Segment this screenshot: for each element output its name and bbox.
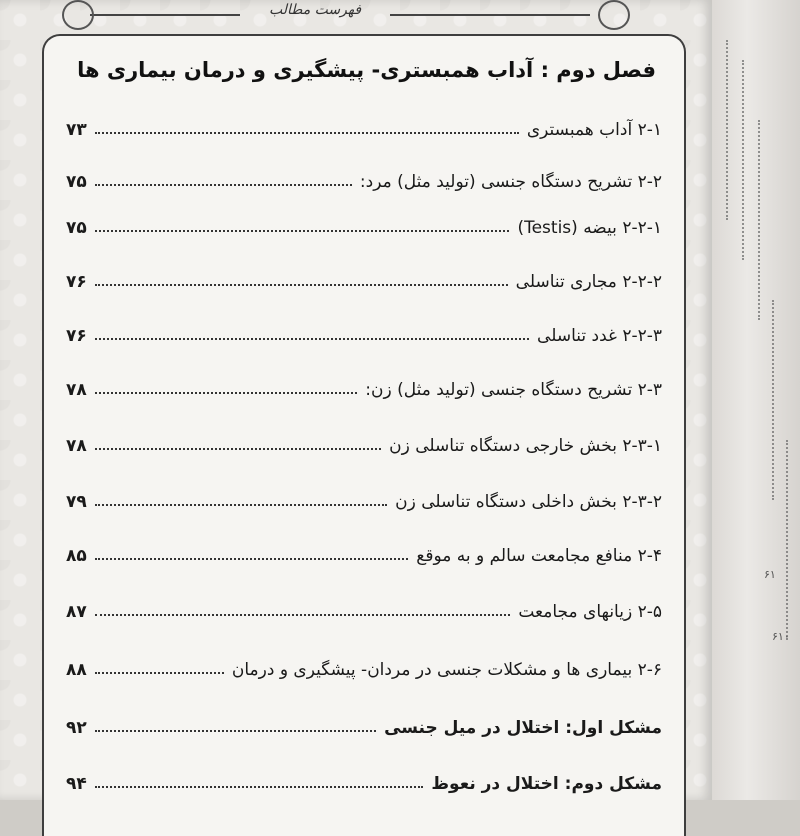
toc-entry-title: ۲-۳-۲ بخش داخلی دستگاه تناسلی زن — [395, 492, 662, 512]
toc-entry-title: مشکل اول: اختلال در میل جنسی — [384, 718, 662, 738]
toc-entry-title: ۲-۲-۱ بیضه (Testis) — [517, 218, 662, 238]
dotted-line — [742, 60, 744, 260]
page-header-title: فهرست مطالب — [268, 2, 362, 18]
toc-entry-page: ۷۸ — [66, 436, 87, 456]
dot-leader — [95, 132, 519, 134]
toc-entry-title: ۲-۲-۳ غدد تناسلی — [537, 326, 662, 346]
toc-entry[interactable] — [66, 536, 662, 566]
toc-entry-title: مشکل دوم: اختلال در نعوظ — [431, 774, 662, 794]
toc-entry-page: ۷۵ — [66, 218, 87, 238]
dot-leader — [95, 392, 357, 394]
toc-entry[interactable] — [66, 708, 662, 738]
dotted-line — [726, 40, 728, 220]
toc-entry-page: ۷۹ — [66, 492, 87, 512]
toc-entry[interactable] — [66, 592, 662, 622]
dotted-line — [758, 120, 760, 320]
toc-entry-page: ۸۷ — [66, 602, 87, 622]
toc-entry[interactable] — [66, 426, 662, 456]
dotted-line — [772, 300, 774, 500]
toc-entry-title: ۲-۵ زیانهای مجامعت — [518, 602, 662, 622]
toc-entry-page: ۹۲ — [66, 718, 87, 738]
toc-entry-title: ۲-۱ آداب همبستری — [526, 120, 662, 140]
toc-frame — [42, 34, 686, 836]
toc-entry-title: ۲-۳ تشریح دستگاه جنسی (تولید مثل) زن: — [365, 380, 662, 400]
dot-leader — [95, 448, 381, 450]
dotted-line — [786, 440, 788, 640]
toc-entry-page: ۷۶ — [66, 326, 87, 346]
chapter-title: فصل دوم : آداب همبستری- پیشگیری و درمان بیماری ها — [77, 58, 656, 82]
header-rule-right — [390, 14, 590, 16]
toc-entry-title: ۲-۳-۱ بخش خارجی دستگاه تناسلی زن — [389, 436, 662, 456]
dot-leader — [95, 730, 376, 732]
header-ornament-left — [62, 0, 94, 30]
toc-entry-page: ۷۵ — [66, 172, 87, 192]
adjacent-page-edge — [712, 0, 800, 800]
toc-entry-page: ۹۴ — [66, 774, 87, 794]
toc-entry-page: ۷۳ — [66, 120, 87, 140]
toc-entry[interactable] — [66, 316, 662, 346]
toc-entry-page: ۸۸ — [66, 660, 87, 680]
toc-entry-page: ۷۶ — [66, 272, 87, 292]
edge-page-number: ۶۱۰ — [772, 630, 790, 643]
dot-leader — [95, 338, 529, 340]
toc-entry-title: ۲-۲-۲ مجاری تناسلی — [515, 272, 662, 292]
header-ornament-right — [598, 0, 630, 30]
toc-entry[interactable] — [66, 262, 662, 292]
toc-entry[interactable] — [66, 208, 662, 238]
dot-leader — [95, 184, 352, 186]
dot-leader — [95, 504, 387, 506]
toc-entry-title: ۲-۴ منافع مجامعت سالم و به موقع — [416, 546, 662, 566]
dot-leader — [95, 786, 424, 788]
toc-entry[interactable] — [66, 650, 662, 680]
toc-entry[interactable] — [66, 482, 662, 512]
toc-entry-title: ۲-۲ تشریح دستگاه جنسی (تولید مثل) مرد: — [359, 172, 662, 192]
edge-page-number: ۶۱ — [764, 568, 776, 581]
toc-entry[interactable] — [66, 110, 662, 140]
dot-leader — [95, 558, 409, 560]
header-rule-left — [90, 14, 240, 16]
toc-entry[interactable] — [66, 370, 662, 400]
toc-entry-page: ۸۵ — [66, 546, 87, 566]
dot-leader — [95, 230, 510, 232]
toc-entry[interactable] — [66, 162, 662, 192]
table-of-contents — [44, 36, 684, 836]
toc-entry-title: ۲-۶ بیماری ها و مشکلات جنسی در مردان- پیشگیری و درمان — [231, 660, 662, 680]
toc-entry-page: ۷۸ — [66, 380, 87, 400]
toc-entry[interactable] — [66, 764, 662, 794]
dot-leader — [95, 672, 224, 674]
dot-leader — [95, 614, 511, 616]
dot-leader — [95, 284, 508, 286]
